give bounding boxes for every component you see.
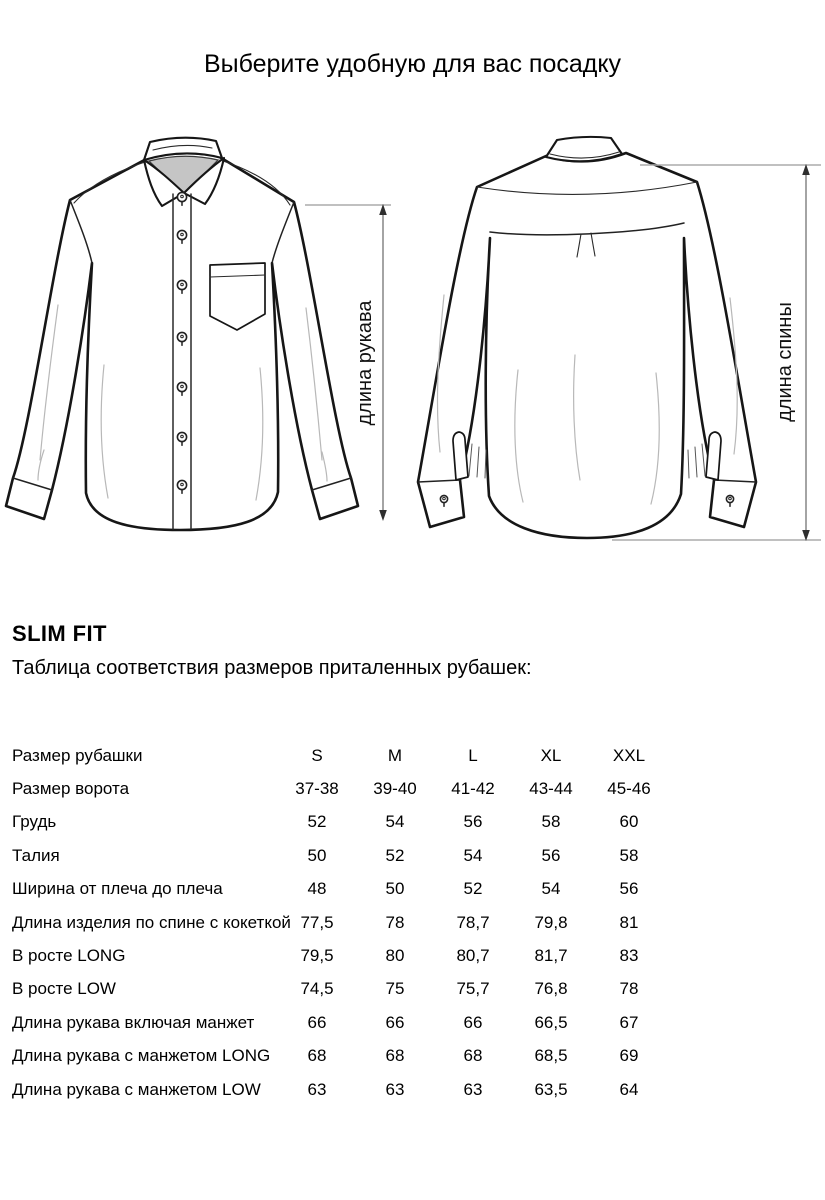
shirt-back-drawing: [400, 130, 825, 570]
cell-value: 80,7: [456, 946, 490, 966]
cell-value: XXL: [612, 745, 646, 765]
cell-value: 43-44: [529, 779, 573, 799]
cell-value: 56: [619, 879, 639, 899]
cell-value: 80: [385, 946, 405, 966]
button-icon: [177, 382, 186, 391]
cell-value: 78: [619, 979, 639, 999]
row-label: В росте LOW: [12, 979, 116, 999]
button-icon: [177, 192, 186, 201]
table-row: [12, 806, 668, 839]
back-length-label: длина спины: [774, 302, 796, 422]
cell-value: 77,5: [300, 912, 334, 932]
cell-value: 54: [541, 879, 561, 899]
cell-value: 74,5: [300, 979, 334, 999]
size-table-body: [12, 739, 668, 1106]
button-icon: [177, 432, 186, 441]
row-label: Размер ворота: [12, 779, 130, 799]
cell-value: 79,5: [300, 946, 334, 966]
fit-heading: SLIM FIT: [12, 621, 107, 646]
row-label: Длина изделия по спине с кокеткой: [12, 912, 291, 932]
row-label: Длина рукава включая манжет: [12, 1012, 255, 1032]
row-label: Размер рубашки: [12, 745, 143, 765]
cell-value: L: [468, 745, 478, 765]
arrow-down-icon: [379, 510, 387, 521]
cell-value: 69: [619, 1046, 639, 1066]
table-row: [12, 1073, 668, 1106]
size-table: [12, 739, 668, 1106]
cell-value: 58: [541, 812, 561, 832]
cell-value: 52: [463, 879, 483, 899]
cell-value: 79,8: [534, 912, 568, 932]
fit-subtitle: Таблица соответствия размеров приталенных рубашек:: [12, 657, 532, 679]
back-shirt-body: [418, 153, 756, 538]
cell-value: 78: [385, 912, 405, 932]
cell-value: 64: [619, 1079, 639, 1099]
cell-value: 50: [307, 845, 327, 865]
button-icon: [177, 332, 186, 341]
cell-value: 52: [307, 812, 327, 832]
cell-value: M: [387, 745, 403, 765]
cell-value: 37-38: [295, 779, 339, 799]
table-row: [12, 772, 668, 805]
table-row: [12, 739, 668, 772]
cell-value: 75: [385, 979, 405, 999]
cell-value: 66,5: [534, 1012, 568, 1032]
back-collar: [546, 137, 622, 161]
cell-value: 58: [619, 845, 639, 865]
cell-value: 50: [385, 879, 405, 899]
cell-value: 75,7: [456, 979, 490, 999]
cell-value: 66: [463, 1012, 483, 1032]
table-row: [12, 873, 668, 906]
row-label: Талия: [12, 845, 60, 865]
cell-value: 68: [463, 1046, 483, 1066]
cell-value: 56: [463, 812, 483, 832]
cell-value: 68: [385, 1046, 405, 1066]
table-row: [12, 839, 668, 872]
cell-value: 76,8: [534, 979, 568, 999]
cell-value: 68: [307, 1046, 327, 1066]
cell-value: 60: [619, 812, 639, 832]
cell-value: 63: [307, 1079, 327, 1099]
row-label: Длина рукава с манжетом LONG: [12, 1046, 271, 1066]
cell-value: 83: [619, 946, 639, 966]
cell-value: 67: [619, 1012, 639, 1032]
cell-value: 68,5: [534, 1046, 568, 1066]
row-label: Грудь: [12, 812, 57, 832]
cell-value: 81: [619, 912, 639, 932]
row-label: Длина рукава с манжетом LOW: [12, 1079, 261, 1099]
cell-value: 54: [385, 812, 405, 832]
cell-value: 45-46: [607, 779, 651, 799]
cell-value: 63,5: [534, 1079, 568, 1099]
row-label: Ширина от плеча до плеча: [12, 879, 223, 899]
table-row: [12, 973, 668, 1006]
table-row: [12, 906, 668, 939]
cell-value: 66: [385, 1012, 405, 1032]
button-icon: [440, 495, 447, 502]
button-icon: [726, 495, 733, 502]
cell-value: 63: [463, 1079, 483, 1099]
row-label: В росте LONG: [12, 946, 126, 966]
table-row: [12, 1006, 668, 1039]
page-title: Выберите удобную для вас посадку: [203, 50, 622, 78]
cell-value: 54: [463, 845, 483, 865]
table-row: [12, 939, 668, 972]
cell-value: 52: [385, 845, 405, 865]
cell-value: XL: [540, 745, 562, 765]
cell-value: 41-42: [451, 779, 495, 799]
cell-value: 81,7: [534, 946, 568, 966]
cell-value: 66: [307, 1012, 327, 1032]
shirt-front-drawing: [0, 130, 400, 550]
table-row: [12, 1040, 668, 1073]
cell-value: 63: [385, 1079, 405, 1099]
cell-value: S: [311, 745, 323, 765]
sleeve-length-label: длина рукава: [354, 300, 376, 426]
button-icon: [177, 280, 186, 289]
cell-value: 48: [307, 879, 327, 899]
cell-value: 39-40: [373, 779, 417, 799]
cell-value: 56: [541, 845, 561, 865]
button-icon: [177, 480, 186, 489]
cell-value: 78,7: [456, 912, 490, 932]
button-icon: [177, 230, 186, 239]
